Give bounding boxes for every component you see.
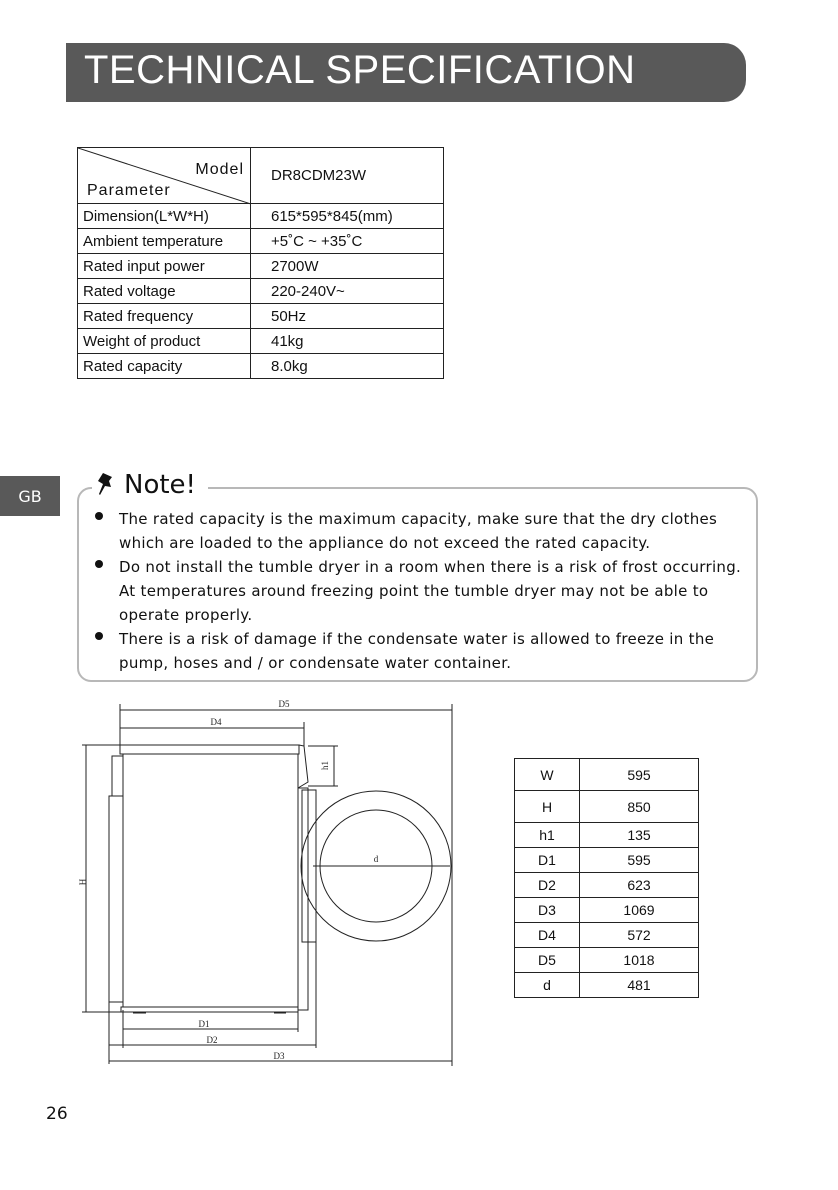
dims-value: 481 [580,973,699,998]
spec-row-value: 8.0kg [251,354,444,379]
spec-row-value: 220-240V~ [251,279,444,304]
spec-row-label: Dimension(L*W*H) [78,204,251,229]
model-value: DR8CDM23W [251,148,444,204]
spec-table-header-row [78,148,444,204]
dims-key: D3 [515,898,580,923]
page-number: 26 [46,1104,68,1124]
spec-row [78,354,444,379]
label-d1: D1 [198,1019,210,1029]
header-model-label: Model [195,161,244,178]
spec-row-label: Rated capacity [78,354,251,379]
spec-row-value: 41kg [251,329,444,354]
label-d3: D3 [273,1051,285,1061]
page-title: TECHNICAL SPECIFICATION [84,48,636,92]
dims-key: D4 [515,923,580,948]
dims-value: 595 [580,759,699,791]
spec-row-label: Ambient temperature [78,229,251,254]
dims-value: 1018 [580,948,699,973]
note-item: The rated capacity is the maximum capacity, make sure that the dry clothes which are loaded to the appliance do not exceed the rated capacity. [92,507,756,555]
dims-key: W [515,759,580,791]
dryer-base [121,1007,298,1012]
dims-row [515,973,699,998]
dims-row [515,948,699,973]
dims-value: 572 [580,923,699,948]
spec-row-value: 50Hz [251,304,444,329]
title-banner [66,43,746,102]
spec-row-value: 615*595*845(mm) [251,204,444,229]
header-parameter-label: Parameter [87,182,171,199]
spec-row-label: Weight of product [78,329,251,354]
dims-row [515,898,699,923]
dims-value: 623 [580,873,699,898]
door-hinge-frame [298,788,308,1010]
dims-key: D5 [515,948,580,973]
label-d5: D5 [278,699,290,709]
label-d4: D4 [210,717,222,727]
note-title: Note! [124,470,196,500]
dims-row [515,823,699,848]
dimensions-table [514,758,699,998]
spec-row-value: +5˚C ~ +35˚C [251,229,444,254]
spec-header-diagonal-cell [78,148,251,204]
dims-row [515,848,699,873]
dims-value: 135 [580,823,699,848]
dims-value: 850 [580,791,699,823]
dims-value: 1069 [580,898,699,923]
label-h: H [78,878,88,886]
dims-key: d [515,973,580,998]
dims-row [515,791,699,823]
dims-row [515,873,699,898]
label-d: d [373,854,379,864]
dims-key: D2 [515,873,580,898]
dims-key: H [515,791,580,823]
spec-row [78,304,444,329]
spec-row [78,254,444,279]
label-d2: D2 [206,1035,218,1045]
pushpin-icon [96,471,118,499]
note-item: There is a risk of damage if the condensate water is allowed to freeze in the pump, hoses and / or condensate water container. [92,627,756,675]
note-list [92,507,756,675]
spec-row-label: Rated voltage [78,279,251,304]
spec-row [78,329,444,354]
note-item: Do not install the tumble dryer in a room when there is a risk of frost occurring. At temperatures around freezing point the tumble dryer may not be able to operate properly. [92,555,756,627]
spec-row [78,204,444,229]
dryer-top [120,745,299,754]
spec-row-label: Rated frequency [78,304,251,329]
dims-value: 595 [580,848,699,873]
dryer-side-lower [109,796,123,1002]
spec-row-label: Rated input power [78,254,251,279]
spec-row [78,229,444,254]
label-h1: h1 [320,761,330,770]
spec-table [77,147,444,379]
spec-row [78,279,444,304]
dims-key: D1 [515,848,580,873]
spec-row-value: 2700W [251,254,444,279]
dims-key: h1 [515,823,580,848]
dryer-body [123,754,298,1007]
language-tab: GB [0,476,60,516]
note-header [92,470,208,500]
dryer-side-upper [112,756,123,796]
dryer-dimension-diagram [76,698,466,1070]
dims-row [515,759,699,791]
dims-row [515,923,699,948]
